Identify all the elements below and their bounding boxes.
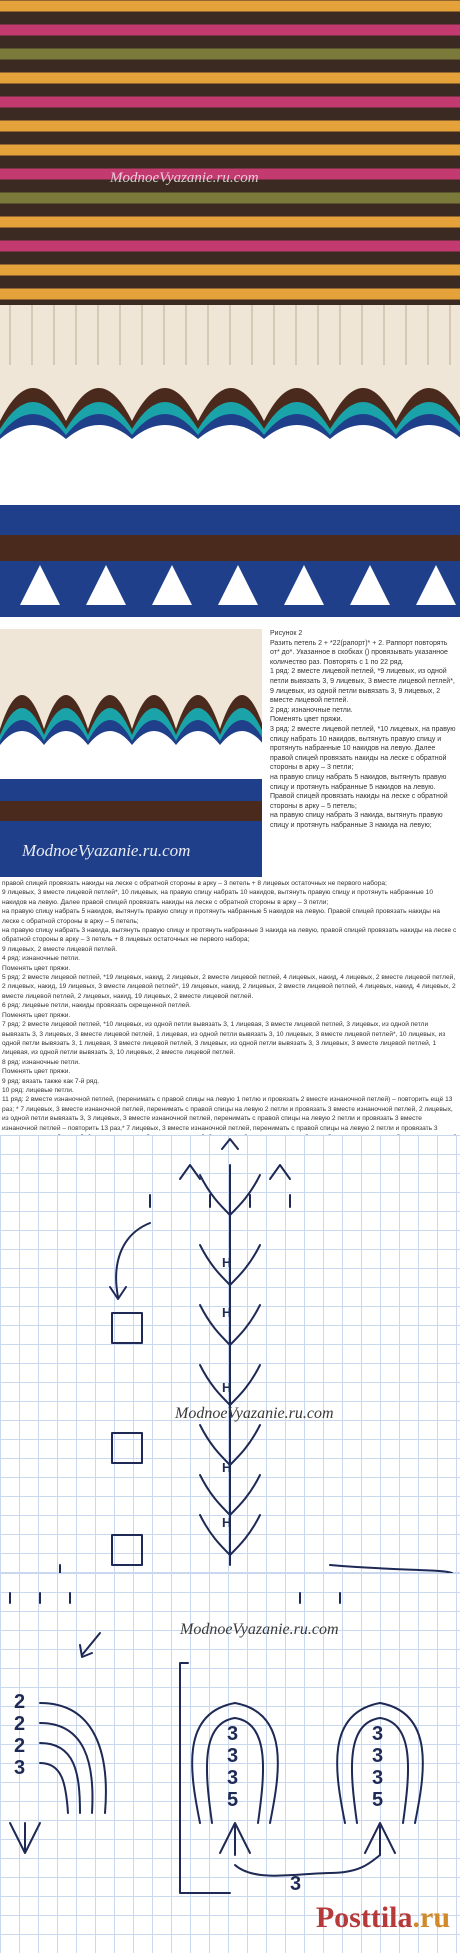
intro-line: 3 ряд: 2 вместе лицевой петлей, *10 лицевых, на правую спицу набрать 10 накидов, вытянуть правую спицу и протянуть набранные 10 накидов на левую. Далее правой спицей провязать накиды на леске с обратной стороны в арку – 3 петли; [270, 725, 456, 772]
chart1-branch [230, 1305, 260, 1345]
pattern-thumbnail [0, 629, 262, 877]
thumb-stripe [0, 801, 262, 821]
chart2-mid-number: 3 [227, 1723, 239, 1745]
zigzag-knit-illustration [0, 0, 460, 305]
chart2-arc [40, 1743, 80, 1813]
chart1-branch [230, 1475, 260, 1515]
pattern-instructions [0, 617, 460, 1135]
chart2-arc [235, 1703, 278, 1823]
posttila-logo [316, 1901, 450, 1935]
intro-line: на правую спицу набрать 5 накидов, вытянуть правую спицу и протянуть набранные 5 накидов на левую. Правой спицей провязать накиды на леске с обратной стороны в арку – 5 петель; [270, 773, 448, 810]
chart2-arc [380, 1703, 423, 1823]
knitting-chart-1 [0, 1135, 460, 1573]
body-line: 4 ряд: изнаночные петли. [2, 955, 80, 963]
knit-stripe [0, 505, 460, 535]
knit-stripe [0, 535, 460, 561]
chart2-mid-number: 3 [227, 1767, 239, 1789]
chart2-mid-number: 3 [227, 1745, 239, 1767]
chart1-branch [230, 1175, 260, 1215]
chart2-arc [380, 1718, 408, 1823]
intro-line: Разить петель 2 + *22(рапорт)* + 2. Раппорт повторять от* до*. Указанное в скобках () провязывать указанное количество раз. Повторять с 1 по 22 ряд. [270, 639, 448, 666]
chart2-left-number: 2 [14, 1713, 26, 1735]
intro-line: 2 ряд: изнаночные петли. [270, 706, 353, 714]
chart1-bracket [330, 1565, 452, 1573]
chart2-bracket-left [180, 1663, 188, 1823]
chart2-right-number: 3 [372, 1767, 384, 1789]
chart1-branch [230, 1425, 260, 1465]
intro-line: Рисунок 2 [270, 630, 303, 637]
chart2-dashes [10, 1593, 340, 1603]
body-line: 9 ряд: вязать также как 7-й ряд. [2, 1077, 100, 1085]
chart1-watermark: ModnoeVyazanie.ru.com [175, 1405, 334, 1422]
chart2-arc [40, 1763, 68, 1813]
chart2-watermark: ModnoeVyazanie.ru.com [180, 1621, 339, 1638]
body-line: 9 лицевых, 3 вместе лицевой петлей*, 10 лицевых, на правую спицу набрать 10 накидов, вытянуть правую спицу и протянуть набранные 10 накидов на левую. Далее правой спицей провязать накиды на леске с обратной стороны в арку – 3 петли; [2, 889, 434, 906]
logo-suffix: .ru [412, 1901, 450, 1934]
body-line: 6 ряд: лицевые петли, накиды провязать скрещенной петлей. [2, 1002, 191, 1010]
chart2-mid-number: 5 [227, 1789, 239, 1811]
intro-line: 1 ряд: 2 вместе лицевой петлей, *9 лицевых, из одной петли вывязать 3, 9 лицевых, 3 вместе лицевой петлей*, 9 лицевых, из одной петли вывязать 3, 9 лицевых, 2 вместе лицевой петлей. [270, 668, 455, 705]
arch-knit-illustration [0, 305, 460, 617]
chart1-branch [230, 1365, 260, 1405]
body-line: 7 ряд: 2 вместе лицевой петлей, *10 лицевых, из одной петли вывязать 3, 1 лицевая, 3 вместе лицевой петлей, 3 лицевых, из одной петли вывязать 3, 3 лицевых, 3 вместе лицевой петлей, 1 лицевая, из одной петли вывязать 3, 10 лицевых, 3 вместе лицевой петлей*, 10 лицевых, из одной петли вывязать 3, 1 лицевая, 3 вместе лицевой петлей, 3 лицевых, из одной петли вывязать 3, 3 лицевых, 3 вместе лицевой петлей, 1 лицевая, из одной петли вывязать 3, 10 лицевых, 2 вместе лицевой петлей. [2, 1021, 446, 1057]
chart2-right-number: 5 [372, 1789, 384, 1811]
thumbnail-illustration [0, 629, 262, 877]
chart2-arrow [82, 1633, 100, 1655]
chart1-arrow [116, 1223, 150, 1297]
body-line: 8 ряд: изнаночные петли. [2, 1058, 80, 1066]
chart1-branch [200, 1175, 230, 1215]
chart2-fan-base [365, 1823, 395, 1855]
chart2-fan-base [220, 1823, 250, 1855]
body-line: Поменять цвет пряжи. [2, 1011, 71, 1019]
zigzag-knit-photo [0, 0, 460, 305]
body-line: на правую спицу набрать 5 накидов, вытянуть правую спицу и протянуть набранные 5 накидов на левую. Правой спицей провязать накиды на леске с обратной стороны в арку – 5 петель; [2, 908, 441, 925]
chart1-h-mark: H [222, 1255, 232, 1270]
body-line: 9 лицевых, 2 вместе лицевой петлей. [2, 945, 117, 953]
chart1-box [112, 1433, 142, 1463]
chart1-h-mark: H [222, 1460, 232, 1475]
chart2-right-number: 3 [372, 1745, 384, 1767]
chart2-arc [40, 1703, 106, 1813]
thumb-stripe [0, 779, 262, 801]
chart2-fan-base [10, 1823, 40, 1853]
chart1-branch [200, 1425, 230, 1465]
chart2-curve [235, 1855, 380, 1876]
chart1-branch [230, 1515, 260, 1555]
photo1-watermark: ModnoeVyazanie.ru.com [110, 170, 259, 186]
chart2-arc [235, 1718, 263, 1823]
chart1-caret [180, 1165, 200, 1179]
chart2-left-number: 2 [14, 1735, 26, 1757]
knitting-chart-2 [0, 1573, 460, 1953]
chart1-h-mark: H [222, 1305, 232, 1320]
chart1-branch [230, 1245, 260, 1285]
chart2-left-number: 2 [14, 1691, 26, 1713]
chart1-box [112, 1313, 142, 1343]
logo-name: Posttila [315, 1901, 413, 1934]
chart2-bracket-bottom [180, 1823, 230, 1893]
chart1-box [112, 1535, 142, 1565]
body-line: правой спицей провязать накиды на леске с обратной стороны в арку – 3 петель + 8 лицевых остаточных не первого набора; [2, 880, 387, 887]
photo2-watermark: ModnoeVyazanie.ru.com [115, 443, 264, 459]
instructions-intro [270, 629, 458, 830]
body-line: 10 ряд: лицевые петли. [2, 1086, 74, 1094]
chart1-drawing [0, 1135, 460, 1573]
chart2-left-number: 3 [14, 1757, 26, 1779]
intro-line: на правую спицу набрать 3 накида, вытянуть правую спицу и протянуть набранные 3 накида на левую; [270, 812, 443, 829]
chart1-caret [270, 1165, 290, 1179]
body-line: на правую спицу набрать 3 накида, вытянуть правую спицу и протянуть набранные 3 накида на левую, правой спицей провязать накиды на леске с обратной стороны в арку – 3 петель + 8 лицевых остаточных не первого набора; [2, 927, 457, 944]
body-line: 5 ряд: 2 вместе лицевой петлей, *19 лицевых, накид, 2 лицевых, 2 вместе лицевой петлей, 4 лицевых, накид, 4 лицевых, 2 вместе лицевой петлей, 2 лицевых, накид, 19 лицевых, 3 вместе лицевой петлей*, 19 лицевых, накид, 2 лицевых, 2 вместе лицевой петлей, 4 лицевых, накид, 4 лицевых, 2 вместе лицевой петлей, 2 лицевых, накид, 19 лицевых, 2 вместе лицевой петлей. [2, 974, 456, 1000]
body-line: Поменять цвет пряжи. [2, 1068, 71, 1076]
body-line: 11 ряд: 2 вместе изнаночной петлей, (перенимать с правой спицы на левую 1 петлю и провязать 2 вместе изнаночной петлей) – повторить ещё 13 раз; * 7 лицевых, 3 вместе изнаночной петлей, перенимать с правой спицы на левую 2 петли и провязать 3 вместе изнаночной петлей, 2 лицевых, из одной петли вывязать 3, 3 лицевых, 3 вместе изнаночной петлей, перенимать с правой спицы на левую 2 петли и провязать 3 вместе изнаночной петлей – повторить 13 раз,* 7 лицевых, 3 вместе изнаночной петлей, перенимать с правой спицы на левую 2 петли и провязать 3 [2, 1096, 453, 1132]
chart1-h-mark: H [222, 1515, 232, 1530]
chart1-caret [222, 1139, 238, 1149]
intro-line: Поменять цвет пряжи. [270, 716, 343, 724]
chart1-branch [200, 1475, 230, 1515]
photo3-watermark: ModnoeVyazanie.ru.com [22, 841, 191, 860]
instructions-body [2, 879, 458, 1161]
chart2-right-number: 3 [372, 1723, 384, 1745]
chart2-bottom-number: 3 [290, 1873, 302, 1895]
arch-knit-photo [0, 305, 460, 617]
body-line: Поменять цвет пряжи. [2, 964, 71, 972]
chart1-h-mark: H [222, 1380, 232, 1395]
